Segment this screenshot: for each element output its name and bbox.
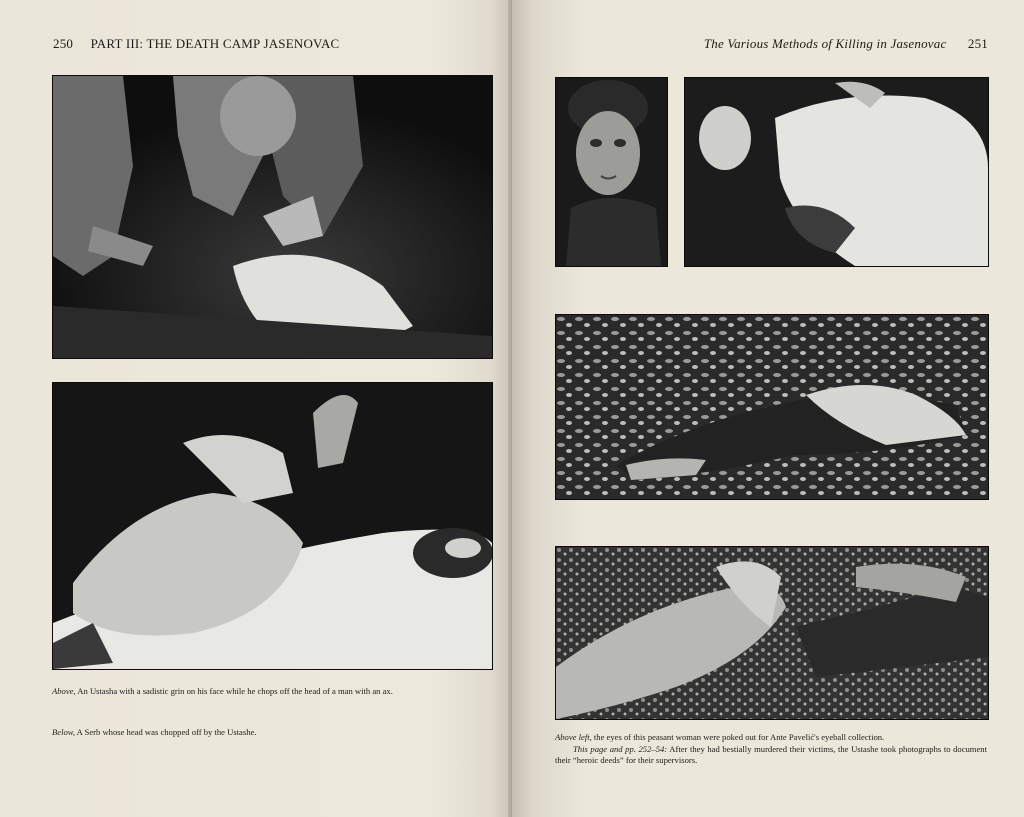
right-page-number: 251 (967, 36, 988, 51)
caption-below-lead: Below, (52, 727, 75, 737)
right-page (512, 0, 1024, 817)
photograph-icon (685, 78, 988, 266)
photograph-icon (53, 383, 492, 669)
left-page-number: 250 (53, 36, 74, 51)
photograph-icon (556, 315, 988, 499)
caption-right (555, 732, 987, 767)
left-running-title: PART III: THE DEATH CAMP JASENOVAC (90, 36, 340, 51)
caption-above-text: An Ustasha with a sadistic grin on his face while he chops off the head of a man with an ax. (75, 686, 393, 696)
caption-below-text: A Serb whose head was chopped off by the Ustashe. (75, 727, 257, 737)
photo-peasant-woman (555, 77, 668, 267)
photograph-icon (556, 78, 667, 266)
caption-below (52, 727, 491, 739)
right-running-title: The Various Methods of Killing in Jasenovac (703, 36, 947, 51)
photograph-icon (53, 76, 492, 358)
caption-above (52, 686, 491, 698)
photo-body-top-right (684, 77, 989, 267)
photograph-icon (556, 547, 988, 719)
caption-above-lead: Above, (52, 686, 76, 696)
photo-body-field (555, 314, 989, 500)
caption-right-line1-text: the eyes of this peasant woman were poked out for Ante Pavelić's eyeball collection. (591, 732, 885, 742)
photo-body-bottom (555, 546, 989, 720)
right-running-head (704, 36, 988, 52)
caption-right-line2-lead: This page and pp. 252–54: (573, 743, 668, 754)
photo-ustasha-execution (52, 75, 493, 359)
caption-right-line2-text: After they had bestially murdered their victims, the Ustashe took photographs to document their “heroic deeds” for their supervisors. (555, 743, 987, 766)
left-running-head (53, 36, 339, 52)
caption-right-line1-lead: Above left, (555, 732, 592, 742)
photo-victim-head (52, 382, 493, 670)
